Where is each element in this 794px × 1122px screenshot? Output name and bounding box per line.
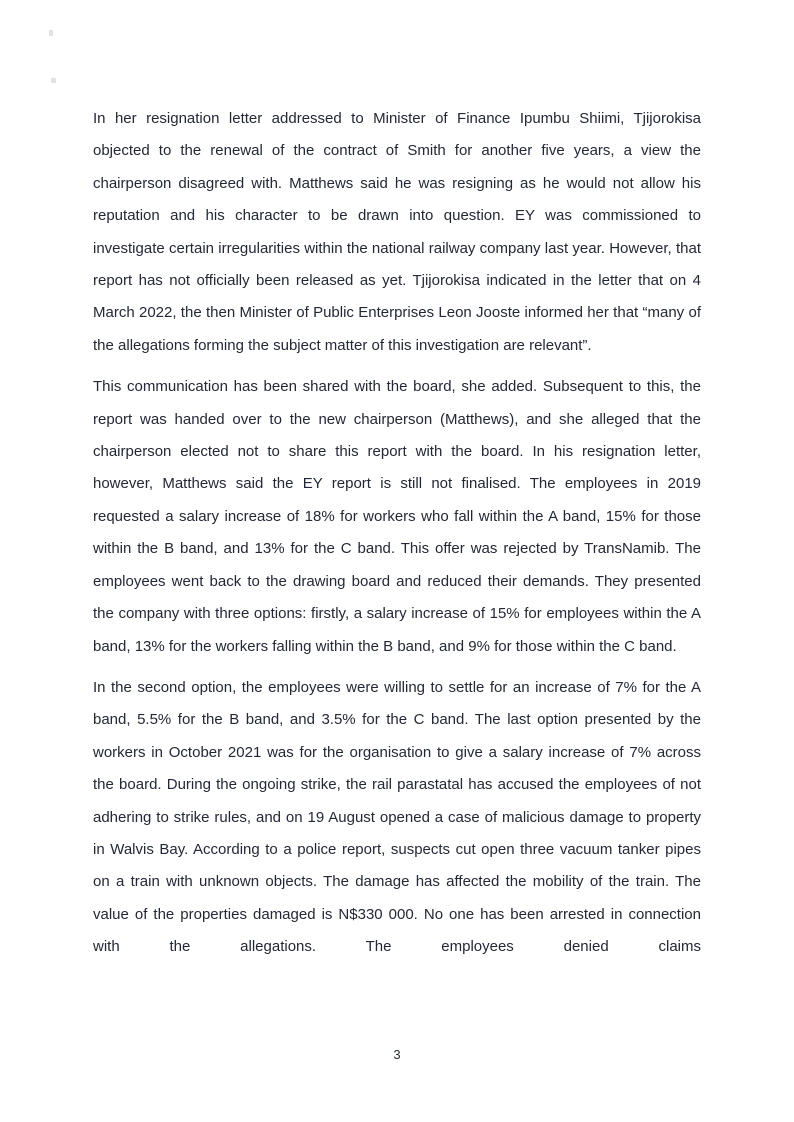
paragraph-board-communication: This communication has been shared with the board, she added. Subsequent to this, the report was handed over to the new chairperson (Matthews), and she alleged that the chairperson elected not to share this report with the board. In his resignation letter, however, Matthews said the EY report is still not finalised. The employees in 2019 requested a salary increase of 18% for workers who fall within the A band, 15% for those within the B band, and 13% for the C band. This offer was rejected by TransNamib. The employees went back to the drawing board and reduced their demands. They presented the company with three options: firstly, a salary increase of 15% for employees within the A band, 13% for the workers falling within the B band, and 9% for those within the C band. [93,378,701,655]
page-number: 3 [393,1047,401,1062]
scan-speck-icon [49,30,53,36]
paragraph-second-option: In the second option, the employees were willing to settle for an increase of 7% for the A band, 5.5% for the B band, and 3.5% for the C band. The last option presented by the workers in October 2021 was for the organisation to give a salary increase of 7% across the board. During the ongoing strike, the rail parastatal has accused the employees of not adhering to strike rules, and on 19 August opened a case of malicious damage to property in Walvis Bay. According to a police report, suspects cut open three vacuum tanker pipes on a train with unknown objects. The damage has affected the mobility of the train. The value of the properties damaged is N$330 000. No one has been arrested in connection with the allegations. The employees denied claims [93,678,701,956]
body-text [93,103,701,973]
scan-speck-icon [51,78,56,83]
paragraph-resignation-letter: In her resignation letter addressed to Minister of Finance Ipumbu Shiimi, Tjijorokisa objected to the renewal of the contract of Smith for another five years, a view the chairperson disagreed with. Matthews said he was resigning as he would not allow his reputation and his character to be drawn into question. EY was commissioned to investigate certain irregularities within the national railway company last year. However, that report has not officially been released as yet. Tjijorokisa indicated in the letter that on 4 March 2022, the then Minister of Public Enterprises Leon Jooste informed her that “many of the allegations forming the subject matter of this investigation are relevant”. [93,110,701,354]
